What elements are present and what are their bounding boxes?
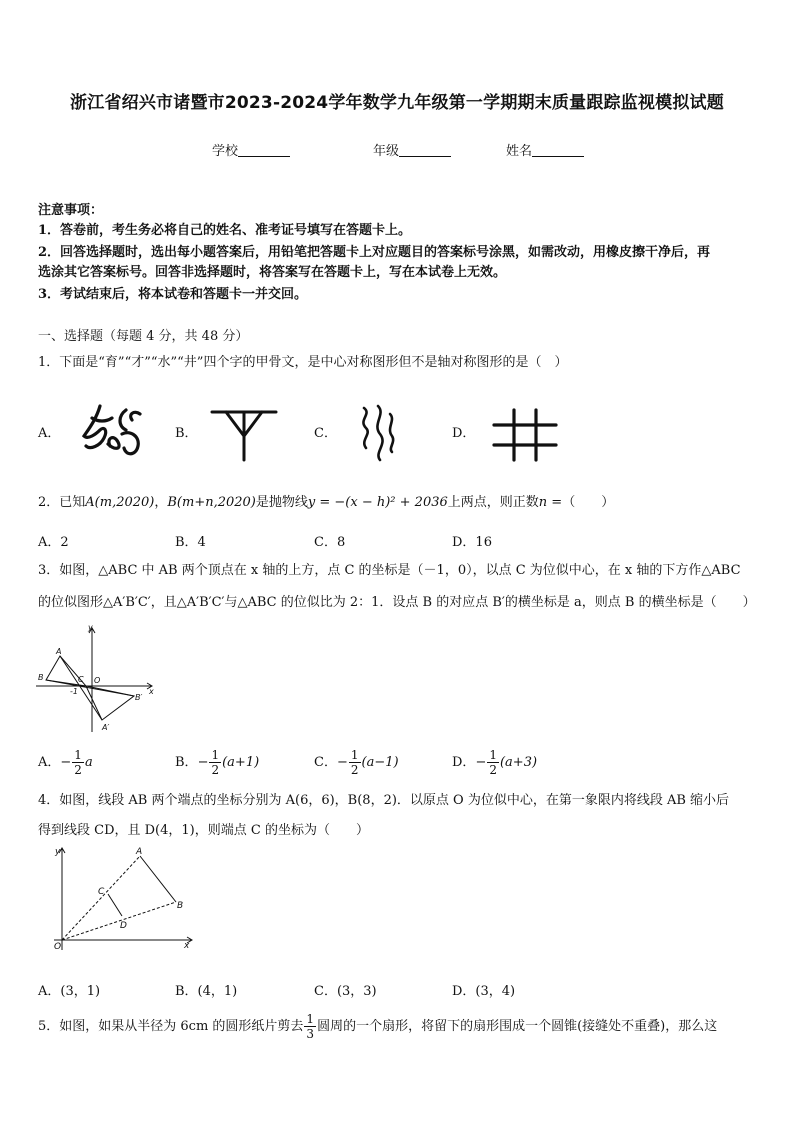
q1-option-b-label: B． [175,426,198,441]
label-x: x [184,941,190,951]
question-4-line-1: 4．如图，线段 AB 两个端点的坐标分别为 A(6，6)，B(8，2)．以原点 O 为位似中心，在第一象限内将线段 AB 缩小后 [38,793,730,808]
q3-option-a: A．− $\frac{1}{2}$ a [38,748,93,777]
q4-option-b: B．(4，1) [175,984,238,999]
name-blank [532,144,584,157]
label-neg1: -1 [70,687,78,696]
school-label: 学校 [212,144,239,159]
page-title: 浙江省绍兴市诸暨市2023-2024学年数学九年级第一学期期末质量跟踪监视模拟试题 [70,93,724,113]
q3-figure [34,620,164,738]
grade-label: 年级 [373,144,400,159]
q2-text-1: 2．已知 [38,495,86,510]
fraction: $\frac{1}{2}$ [489,748,497,777]
q5-text-2: 圆周的一个扇形，将留下的扇形围成一个圆锥(接缝处不重叠)，那么这 [317,1019,718,1034]
label-b-prime: B′ [135,693,143,702]
label-d: D [120,921,127,931]
glyph-shui-figure [356,402,400,464]
q5-text-1: 5．如图，如果从半径为 6cm 的圆形纸片剪去 [38,1019,304,1034]
label-b: B [38,673,44,682]
fraction: $\frac{1}{2}$ [211,748,220,777]
fraction: $\frac{1}{2}$ [74,748,82,777]
q4-figure [50,844,200,956]
segment-ab [140,856,176,902]
note-item: 选涂其它答案标号。回答非选择题时，将答案写在答题卡上，写在本试卷上无效。 [38,265,507,280]
q2-option-c: C．8 [314,535,346,550]
q2-point-a: A(m,2020) [85,495,155,510]
q1-option-a-label: A． [38,426,61,441]
fraction: $\frac{1}{3}$ [306,1012,315,1041]
label-y: y [88,623,93,632]
q2-text-2: 是抛物线 [255,495,308,510]
label-a: A [136,847,143,857]
q2-point-b: B(m+n,2020) [167,495,256,510]
glyph-cai-figure [208,406,280,464]
fraction: $\frac{1}{2}$ [350,748,359,777]
label-a-prime: A′ [102,723,110,732]
grade-field [373,140,451,159]
q3-option-d: D．− $\frac{1}{2}$ (a+3) [452,748,538,777]
question-3-line-1: 3．如图，△ABC 中 AB 两个顶点在 x 轴的上方，点 C 的坐标是（－1，0），以点 C 为位似中心，在 x 轴的下方作△ABC [38,563,741,578]
glyph-jing-figure [490,406,560,464]
q2-equation: y = −(x − h)² + 2036 [307,495,448,510]
note-item: 1．答卷前，考生务必将自己的姓名、准考证号填写在答题卡上。 [38,223,412,238]
school-field [212,140,290,159]
question-4-line-2: 得到线段 CD，且 D(4，1)，则端点 C 的坐标为（ ） [38,823,369,838]
q2-option-b: B．4 [175,535,206,550]
label-b: B [177,901,184,911]
question-3-line-2: 的位似图形△A′B′C′，且△A′B′C′与△ABC 的位似比为 2：1．设点 B 的对应点 B′的横坐标是 a，则点 B 的横坐标是（ ） [38,595,756,610]
segment-cd [108,894,122,916]
q4-option-d: D．(3，4) [452,984,516,999]
name-field [506,140,584,159]
label-a: A [56,647,62,656]
q2-option-a: A．2 [38,535,69,550]
question-1-stem: 1．下面是“育”“才”“水”“井”四个字的甲骨文，是中心对称图形但不是轴对称图形的是（ ） [38,355,568,370]
q2-sep: ， [154,495,168,510]
q2-text-4: （ ） [562,495,615,510]
grade-blank [399,144,451,157]
section-heading: 一、选择题（每题 4 分，共 48 分） [38,329,249,344]
q2-n: n = [538,495,563,510]
q2-option-d: D．16 [452,535,492,550]
note-item: 3．考试结束后，将本试卷和答题卡一并交回。 [38,287,308,302]
q4-option-a: A．(3，1) [38,984,101,999]
question-2-stem [38,494,614,512]
label-o: O [94,676,101,685]
glyph-yu-figure [78,400,150,464]
label-c: C [78,675,84,684]
q1-option-c-label: C． [314,426,337,441]
q3-option-c: C．− $\frac{1}{2}$ (a−1) [314,748,399,777]
label-x: x [149,687,154,696]
notes-heading: 注意事项： [38,203,104,218]
question-5-stem [38,1012,717,1041]
q1-option-d-label: D． [452,426,476,441]
triangle-abc-image [86,686,134,720]
q4-option-c: C．(3，3) [314,984,377,999]
label-c: C [98,887,105,897]
q2-text-3: 上两点，则正数 [447,495,539,510]
school-blank [238,144,290,157]
name-label: 姓名 [506,144,533,159]
q3-option-b: B．− $\frac{1}{2}$ (a+1) [175,748,260,777]
label-o: O [54,942,62,952]
label-y: y [55,847,61,857]
note-item: 2．回答选择题时，选出每小题答案后，用铅笔把答题卡上对应题目的答案标号涂黑，如需改动，用橡皮擦干净后，再 [38,245,711,260]
